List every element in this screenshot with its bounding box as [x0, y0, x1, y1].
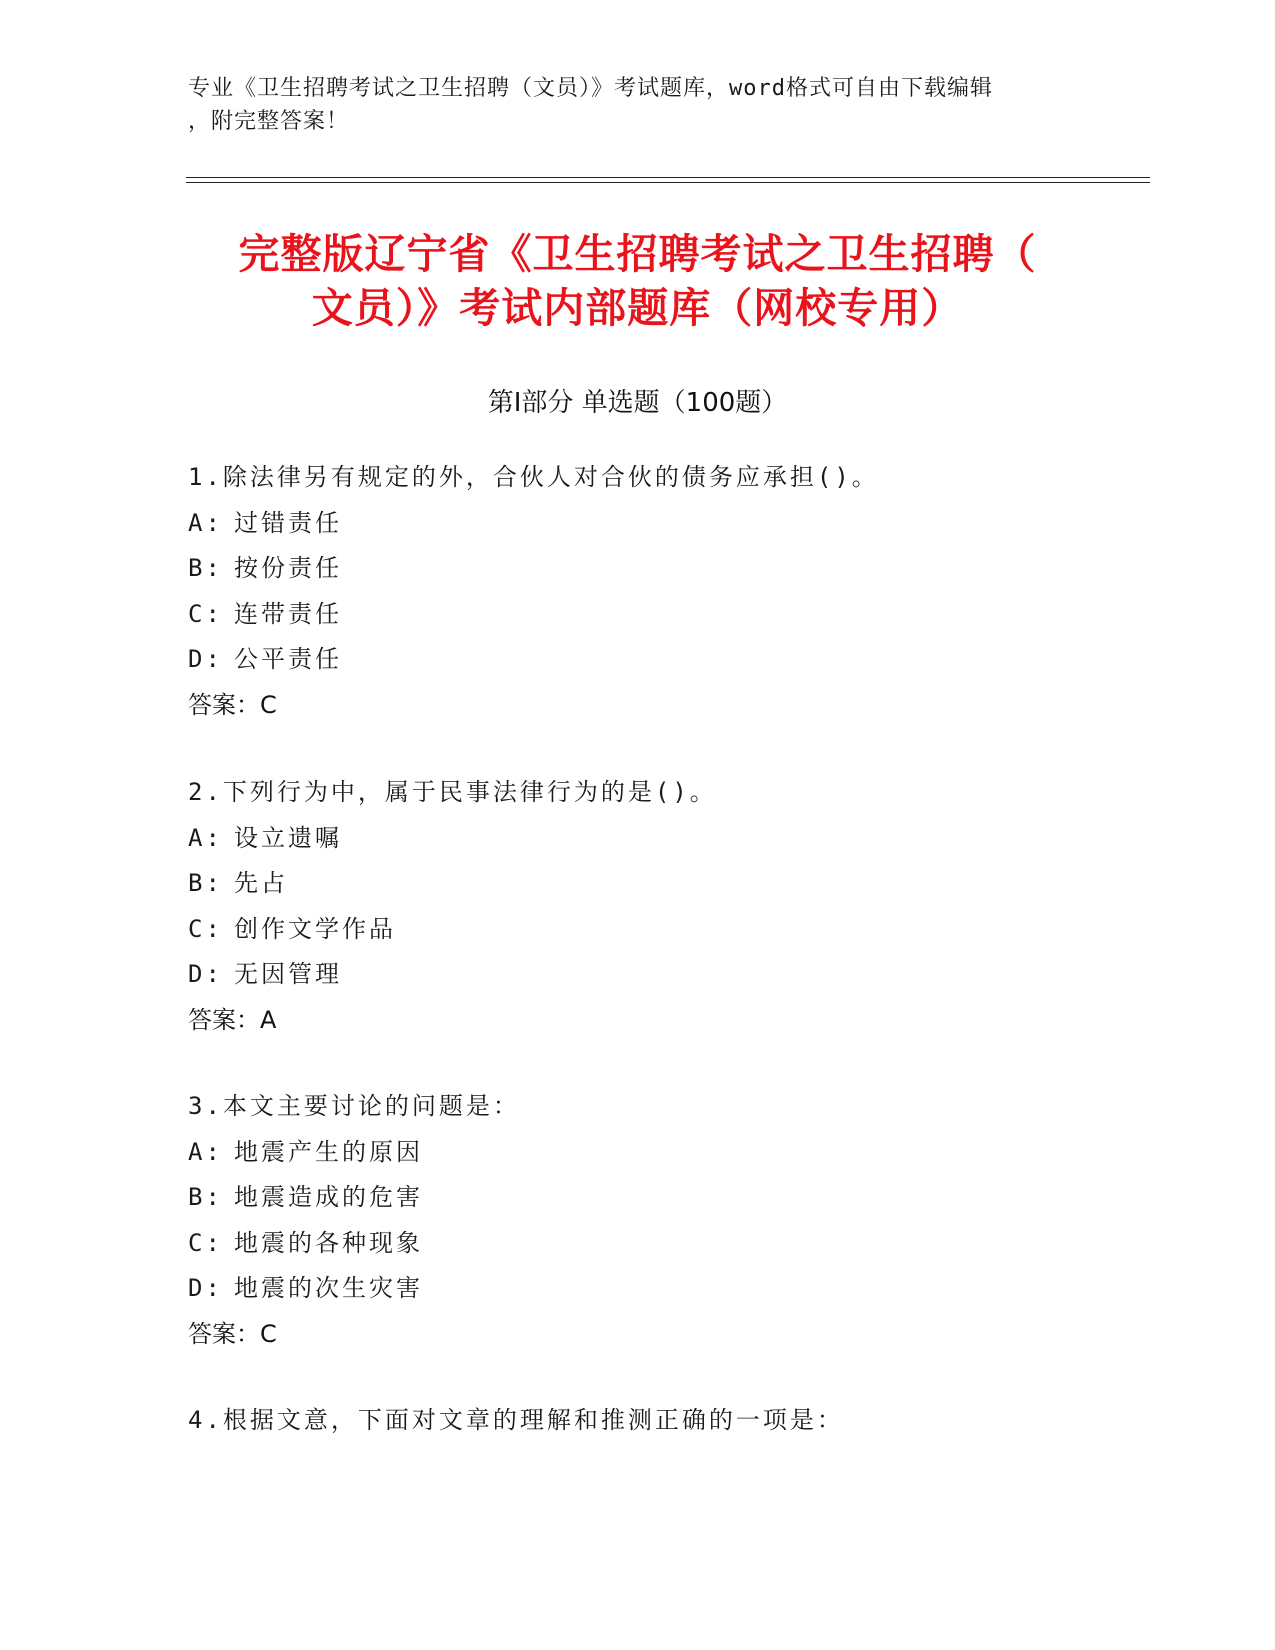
option-key: D: — [188, 960, 223, 988]
answer-option — [188, 1266, 1188, 1312]
option-key: B: — [188, 554, 223, 582]
option-key: D: — [188, 1274, 223, 1302]
question-block — [188, 770, 1188, 1043]
document-title — [160, 227, 1115, 335]
header-note — [188, 72, 1068, 138]
option-text: 先占 — [234, 869, 288, 897]
answer-key: 答案：C — [188, 690, 277, 719]
option-text: 创作文学作品 — [234, 914, 396, 943]
option-key: C: — [188, 599, 223, 628]
answer-option — [188, 1175, 1188, 1221]
option-text: 地震造成的危害 — [234, 1183, 423, 1211]
answer-key: 答案：A — [188, 1005, 277, 1034]
answer-option — [188, 1130, 1188, 1176]
document-title-line: 文员）》考试内部题库（网校专用） — [311, 284, 964, 332]
option-key: B: — [188, 869, 223, 897]
section-title: 第Ⅰ部分 单选题（100题） — [487, 388, 788, 418]
option-text: 无因管理 — [234, 960, 342, 988]
option-text: 连带责任 — [234, 599, 342, 628]
header-divider — [186, 177, 1150, 178]
answer-option — [188, 546, 1188, 592]
answer-option — [188, 501, 1188, 547]
option-key: A: — [188, 823, 223, 852]
answer-option — [188, 1221, 1188, 1267]
question-stem: 2.下列行为中，属于民事法律行为的是()。 — [188, 778, 717, 806]
header-note-line: ，附完整答案！ — [188, 109, 350, 134]
answer-option — [188, 816, 1188, 862]
question-stem: 4.根据文意，下面对文章的理解和推测正确的一项是： — [188, 1406, 844, 1434]
option-key: B: — [188, 1183, 223, 1211]
question-stem: 1.除法律另有规定的外，合伙人对合伙的债务应承担()。 — [188, 463, 879, 491]
option-key: D: — [188, 645, 223, 673]
option-text: 公平责任 — [234, 645, 342, 673]
option-text: 过错责任 — [234, 508, 342, 537]
question-stem: 3.本文主要讨论的问题是： — [188, 1092, 520, 1120]
answer-option — [188, 861, 1188, 907]
option-text: 设立遗嘱 — [234, 823, 342, 852]
option-key: C: — [188, 1228, 223, 1257]
option-text: 地震产生的原因 — [234, 1137, 423, 1166]
answer-option — [188, 907, 1188, 953]
option-key: A: — [188, 508, 223, 537]
answer-option — [188, 952, 1188, 998]
answer-option — [188, 592, 1188, 638]
header-note-line: 专业《卫生招聘考试之卫生招聘（文员）》考试题库，word格式可自由下载编辑 — [188, 76, 993, 101]
option-key: C: — [188, 914, 223, 943]
answer-key: 答案：C — [188, 1319, 277, 1348]
document-title-line: 完整版辽宁省《卫生招聘考试之卫生招聘（ — [238, 230, 1037, 278]
option-text: 按份责任 — [234, 554, 342, 582]
answer-option — [188, 637, 1188, 683]
header-divider — [186, 182, 1150, 183]
option-text: 地震的次生灾害 — [234, 1274, 423, 1302]
question-block — [188, 1398, 1188, 1444]
option-key: A: — [188, 1137, 223, 1166]
question-block — [188, 1084, 1188, 1357]
option-text: 地震的各种现象 — [234, 1228, 423, 1257]
question-block — [188, 455, 1188, 728]
